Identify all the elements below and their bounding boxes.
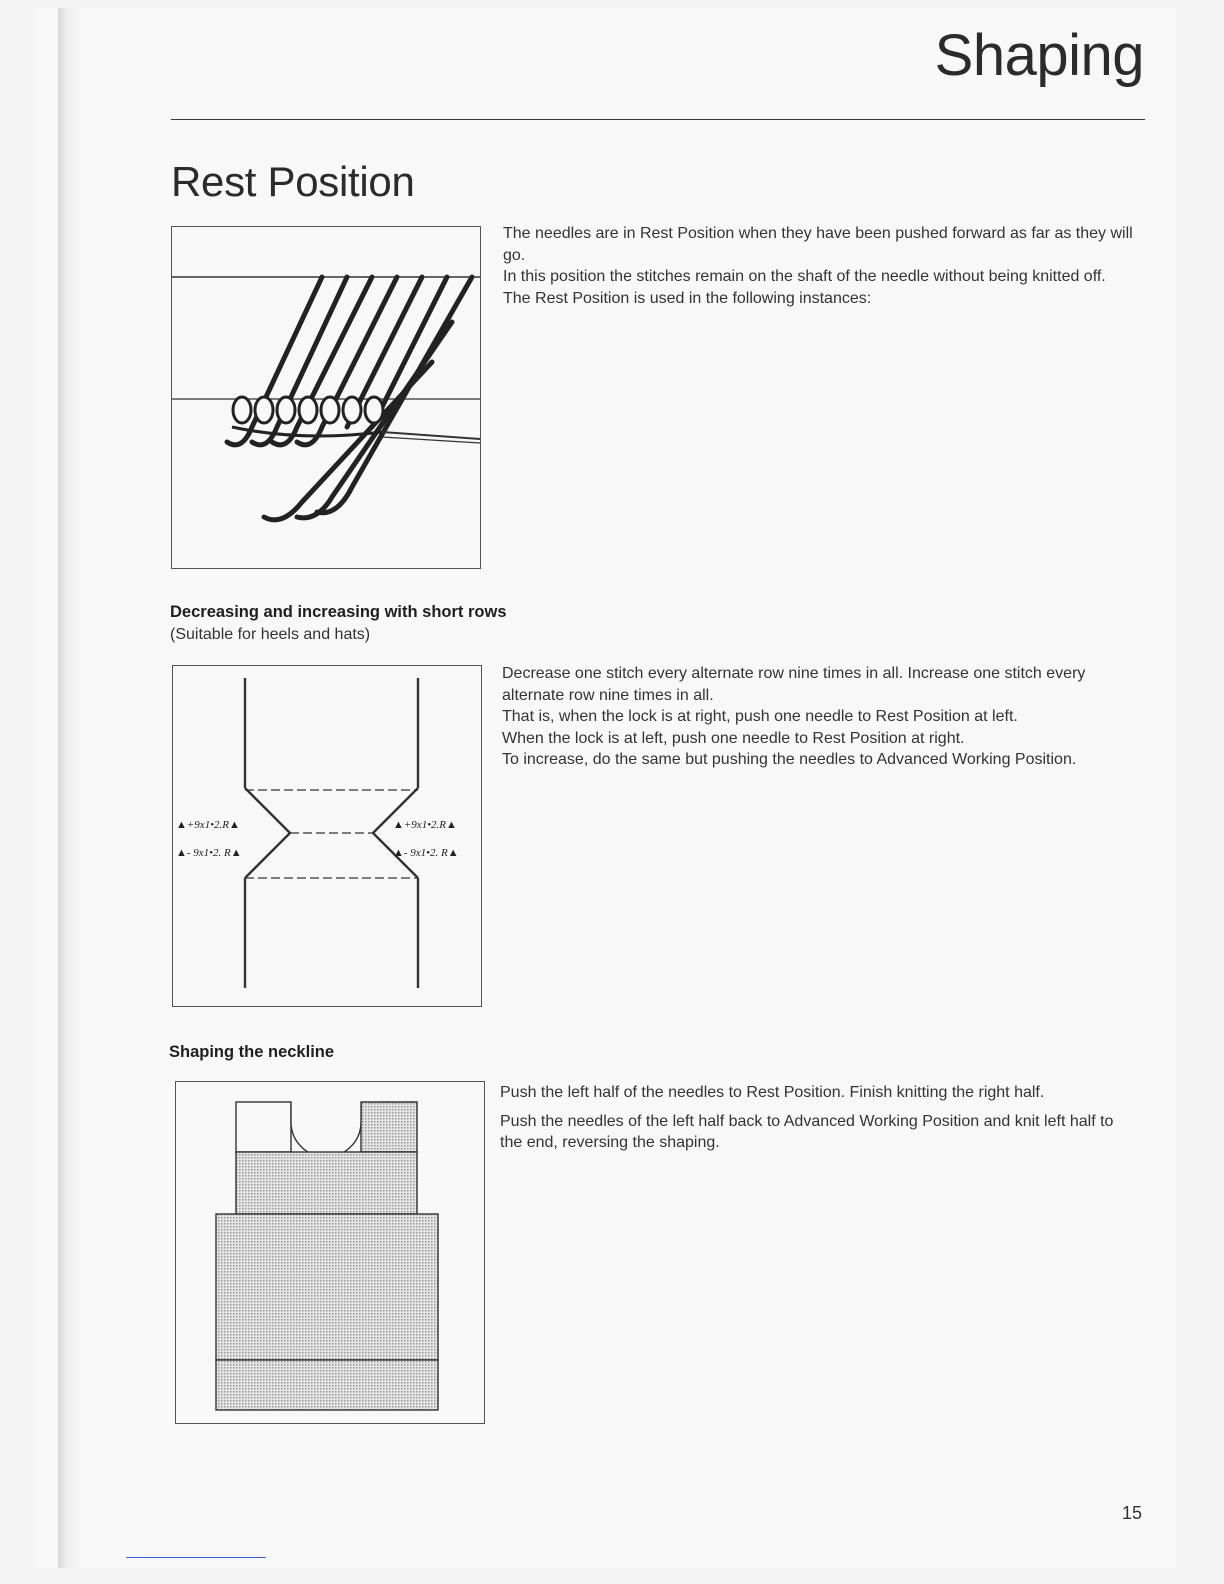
page-header-title: Shaping (934, 23, 1144, 88)
footer-link-underline (126, 1557, 266, 1558)
paragraph: The Rest Position is used in the following instances: (503, 289, 872, 307)
paragraph: Push the needles of the left half back to Advanced Working Position and knit left half to the end, reversing the shaping. (500, 1112, 1114, 1152)
header-divider (171, 119, 1145, 120)
paragraph: To increase, do the same but pushing the needles to Advanced Working Position. (502, 751, 1077, 769)
rest-position-description (503, 223, 1143, 309)
neckline-heading: Shaping the neckline (169, 1043, 335, 1061)
needles-illustration (172, 227, 480, 568)
short-rows-description (502, 663, 1142, 771)
short-rows-heading: Decreasing and increasing with short rows (170, 603, 507, 621)
page-binding-shadow (58, 8, 80, 1568)
paragraph: Decrease one stitch every alternate row nine times in all. Increase one stitch every alternate row nine times in all. (502, 665, 1086, 704)
rest-position-figure (171, 226, 481, 569)
neckline-shape (176, 1082, 484, 1423)
paragraph: In this position the stitches remain on the shaft of the needle without being knitted off. (503, 268, 1106, 286)
short-rows-note: (Suitable for heels and hats) (170, 626, 371, 643)
label-left-top: ▲+9x1•2.R▲ (176, 819, 240, 831)
paragraph: When the lock is at left, push one needle to Rest Position at right. (502, 729, 965, 747)
paragraph: That is, when the lock is at right, push one needle to Rest Position at left. (502, 708, 1018, 726)
short-rows-diagram (172, 665, 482, 1007)
neckline-description (500, 1082, 1140, 1154)
paragraph: Push the left half of the needles to Rest Position. Finish knitting the right half. (500, 1084, 1045, 1101)
neckline-diagram (175, 1081, 485, 1424)
short-rows-shape (173, 666, 481, 1006)
section-title: Rest Position (171, 158, 415, 205)
label-left-bottom: ▲- 9x1•2. R▲ (176, 847, 242, 859)
label-right-top: ▲+9x1•2.R▲ (393, 819, 457, 831)
label-right-bottom: ▲- 9x1•2. R▲ (393, 847, 459, 859)
paragraph: The needles are in Rest Position when they have been pushed forward as far as they will go. (503, 225, 1133, 264)
page-number: 15 (1121, 1503, 1142, 1523)
